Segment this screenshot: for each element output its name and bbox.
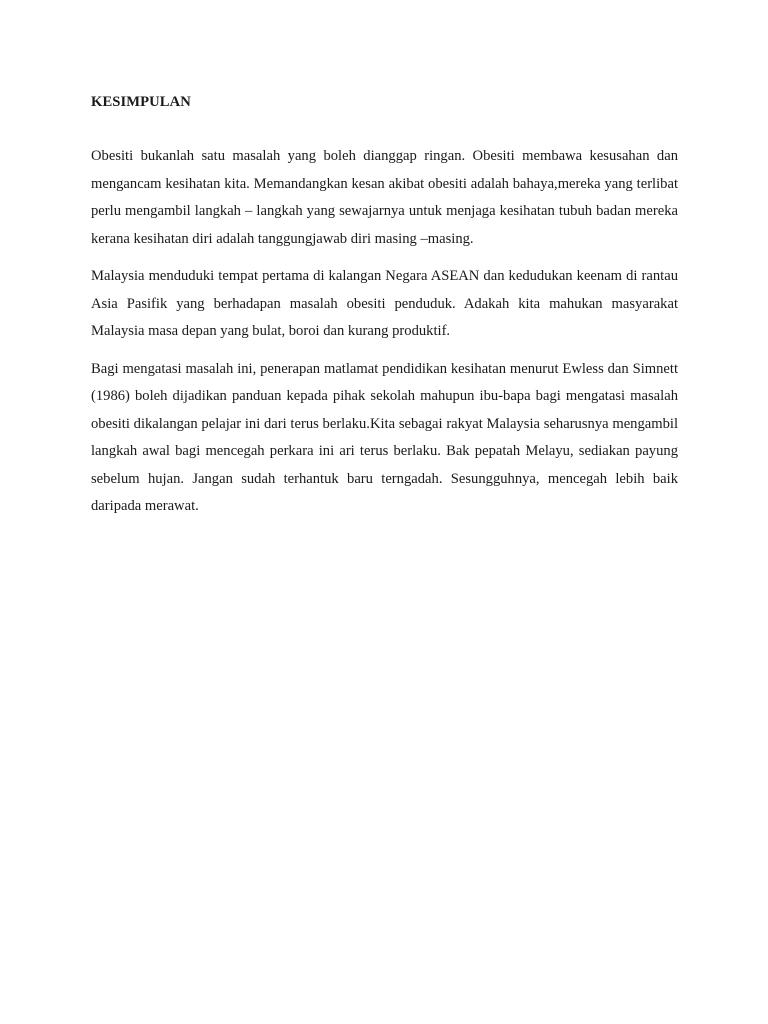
document-body <box>91 92 678 531</box>
paragraph-2: Malaysia menduduki tempat pertama di kalangan Negara ASEAN dan kedudukan keenam di rantau Asia Pasifik yang berhadapan masalah obesiti penduduk. Adakah kita mahukan masyarakat Malaysia masa depan yang bulat, boroi dan kurang produktif. <box>91 268 678 339</box>
paragraph-3: Bagi mengatasi masalah ini, penerapan matlamat pendidikan kesihatan menurut Ewless dan Simnett (1986) boleh dijadikan panduan kepada pihak sekolah mahupun ibu-bapa bagi mengatasi masalah obesiti dikalangan pelajar ini dari terus berlaku.Kita sebagai rakyat Malaysia seharusnya mengambil langkah awal bagi mencegah perkara ini ari terus berlaku. Bak pepatah Melayu, sediakan payung sebelum hujan. Jangan sudah terhantuk baru terngadah. Sesungguhnya, mencegah lebih baik daripada merawat. <box>91 360 678 514</box>
section-heading: KESIMPULAN <box>91 94 191 110</box>
paragraph-1: Obesiti bukanlah satu masalah yang boleh dianggap ringan. Obesiti membawa kesusahan dan mengancam kesihatan kita. Memandangkan kesan akibat obesiti adalah bahaya,mereka yang terlibat perlu mengambil langkah – langkah yang sewajarnya untuk menjaga kesihatan tubuh badan mereka kerana kesihatan diri adalah tanggungjawab diri masing –masing. <box>91 148 678 247</box>
